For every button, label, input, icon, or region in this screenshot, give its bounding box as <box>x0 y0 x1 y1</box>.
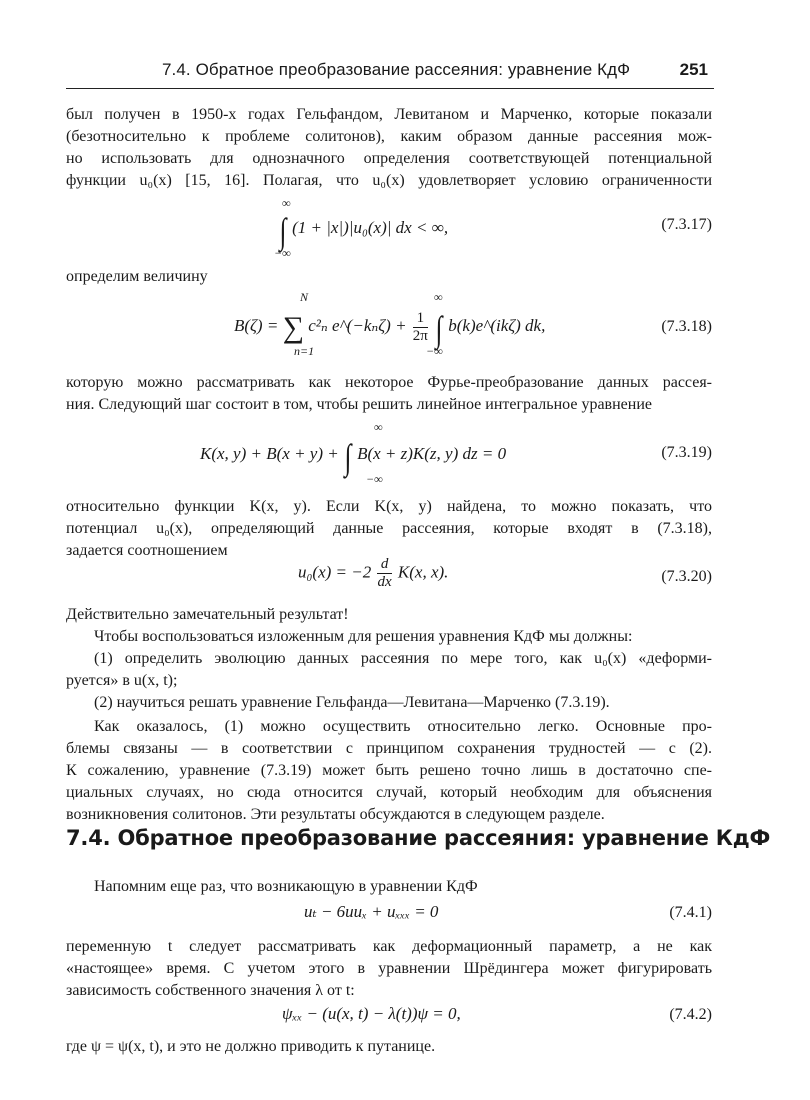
equation-7-3-19 <box>66 420 712 486</box>
integral-upper-limit: ∞ <box>434 290 443 304</box>
text-line: потенциал u₀(x), определяющий данные рассеяния, которые входят в (7.3.18), <box>66 520 712 537</box>
equation-number: (7.3.19) <box>661 444 712 461</box>
text-line: циальных случаях, но сюда относится случай, который необходим для объяснения <box>66 784 712 801</box>
formula-body: uₜ − 6uuₓ + uₓₓₓ = 0 <box>304 902 439 921</box>
integral-lower-limit: −∞ <box>426 344 443 358</box>
header-title: 7.4. Обратное преобразование рассеяния: уравнение КдФ <box>162 60 631 79</box>
text-line: но использовать для однозначного определения соответствующей потенциальной <box>66 150 712 167</box>
text-line: ния. Следующий шаг состоит в том, чтобы решить линейное интегральное уравнение <box>66 396 652 413</box>
text-line: Действительно замечательный результат! <box>66 606 349 623</box>
equation-7-3-17 <box>66 196 712 260</box>
text-line: К сожалению, уравнение (7.3.19) может быть решено точно лишь в достаточно спе- <box>66 762 712 779</box>
denominator: 2π <box>412 327 428 344</box>
text-line: возникновения солитонов. Эти результаты обсуждаются в следующем разделе. <box>66 806 605 823</box>
list-item: (1) определить эволюцию данных рассеяния по мере того, как u₀(x) «деформи- <box>94 650 712 667</box>
text-line: зависимость собственного значения λ от t: <box>66 982 355 999</box>
lhs: u₀(x) = −2 <box>298 562 372 582</box>
text-line: «настоящее» время. С учетом этого в уравнении Шрёдингера может фигурировать <box>66 960 712 977</box>
integral-sign: ∫ <box>435 309 443 349</box>
list-item: руется» в u(x, t); <box>66 672 178 689</box>
integral-lower-limit: −∞ <box>274 246 291 260</box>
equation-number: (7.4.2) <box>669 1006 712 1023</box>
integral-term: b(k)e^(ikζ) dk, <box>448 316 546 335</box>
summation-sign: ∑ <box>282 311 304 344</box>
formula-body: (1 + |x|)|u₀(x)| dx < ∞, <box>292 218 449 237</box>
lhs: B(ζ) = <box>234 316 279 335</box>
equation-7-3-20 <box>66 556 712 602</box>
equation-number: (7.3.17) <box>661 216 712 233</box>
integral-sign: ∫ <box>344 437 352 477</box>
equation-number: (7.3.18) <box>661 318 712 335</box>
section-heading: 7.4. Обратное преобразование рассеяния: уравнение КдФ <box>66 826 771 850</box>
numerator: d <box>377 556 391 574</box>
fraction <box>377 556 391 591</box>
page-number: 251 <box>679 60 708 79</box>
text-line: определим величину <box>66 268 208 285</box>
integral-upper-limit: ∞ <box>282 196 291 210</box>
equation-7-4-2 <box>66 1004 712 1030</box>
equation-number: (7.4.1) <box>669 904 712 921</box>
text-line: Как оказалось, (1) можно осуществить относительно легко. Основные про- <box>94 718 712 735</box>
sum-lower-limit: n=1 <box>294 344 315 358</box>
text-line: функции u₀(x) [15, 16]. Полагая, что u₀(x) удовлетворяет условию ограниченности <box>66 172 712 189</box>
text-line: (безотносительно к проблеме солитонов), каким образом данные рассеяния мож- <box>66 128 712 145</box>
text-line: блемы связаны — в соответствии с принципом сохранения трудностей — с (2). <box>66 740 712 757</box>
text-line: которую можно рассматривать как некоторое Фурье-преобразование данных рассея- <box>66 374 712 391</box>
integral-lower-limit: −∞ <box>366 472 383 486</box>
denominator: dx <box>377 574 392 590</box>
text-line: Напомним еще раз, что возникающую в уравнении КдФ <box>94 878 478 895</box>
text-line: Чтобы воспользоваться изложенным для решения уравнения КдФ мы должны: <box>94 628 633 645</box>
equation-number: (7.3.20) <box>661 568 712 585</box>
rhs: K(x, x). <box>397 562 449 582</box>
list-item: (2) научиться решать уравнение Гельфанда—Левитана—Марченко (7.3.19). <box>94 694 610 711</box>
integral-upper-limit: ∞ <box>374 420 383 434</box>
running-header <box>66 58 714 89</box>
equation-7-3-18 <box>66 290 712 360</box>
text-line: задается соотношением <box>66 542 228 559</box>
fraction <box>413 310 428 345</box>
text-line: переменную t следует рассматривать как деформационный параметр, а не как <box>66 938 712 955</box>
text-line: был получен в 1950-х годах Гельфандом, Левитаном и Марченко, которые показали <box>66 106 712 123</box>
numerator: 1 <box>413 310 428 328</box>
text-line: относительно функции K(x, y). Если K(x, y) найдена, то можно показать, что <box>66 498 712 515</box>
sum-upper-limit: N <box>300 290 309 304</box>
text-line: где ψ = ψ(x, t), и это не должно приводить к путанице. <box>66 1038 436 1055</box>
lhs: K(x, y) + B(x + y) + <box>200 444 339 463</box>
sum-term: c²ₙ e^(−kₙζ) + <box>308 316 407 335</box>
equation-7-4-1 <box>66 902 712 928</box>
rhs: B(x + z)K(z, y) dz = 0 <box>357 444 507 463</box>
formula-body: ψₓₓ − (u(x, t) − λ(t))ψ = 0, <box>282 1004 461 1023</box>
integral-sign: ∫ <box>279 211 287 251</box>
